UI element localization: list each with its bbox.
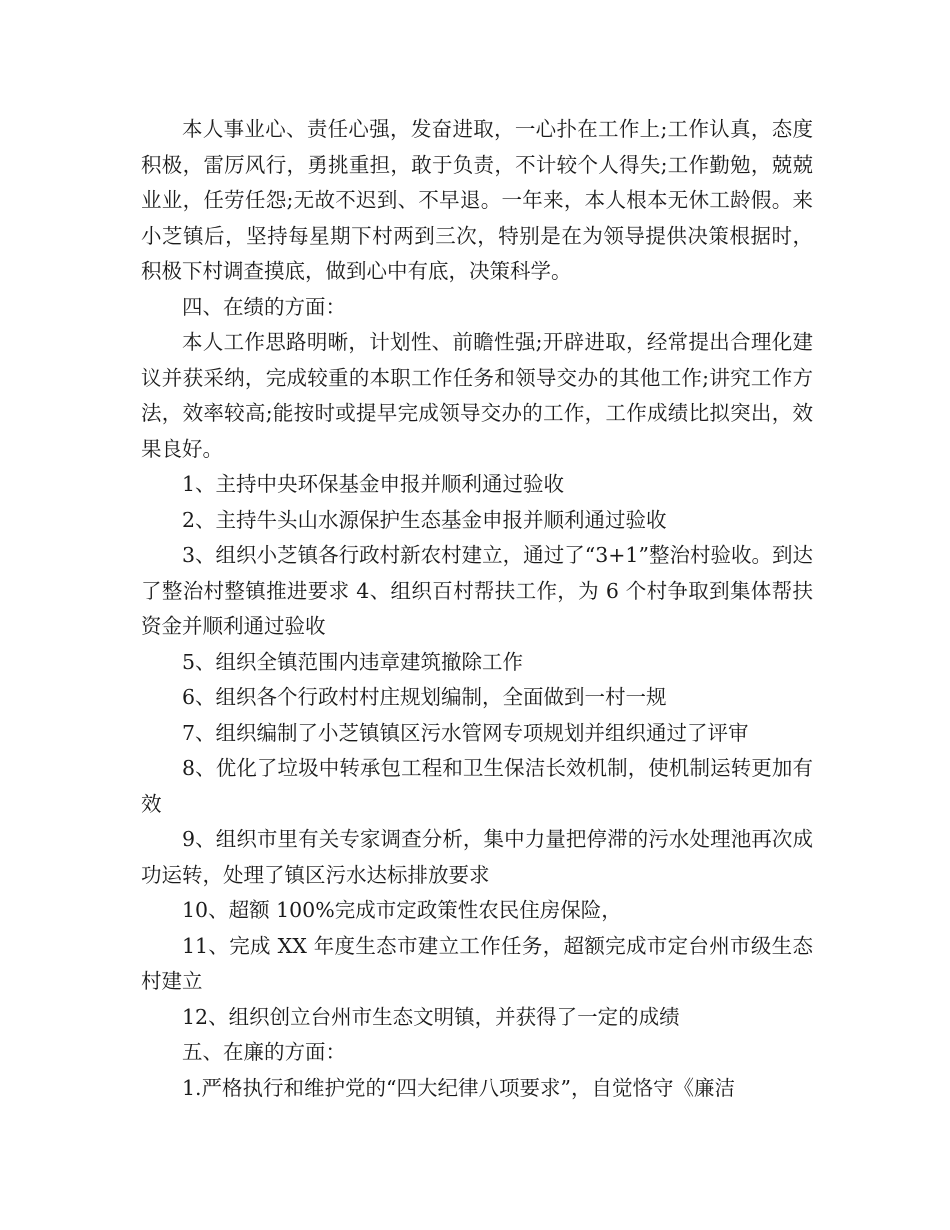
list-item: 9、组织市里有关专家调查分析，集中力量把停滞的污水处理池再次成功运转，处理了镇区污水达标排放要求 — [141, 827, 813, 887]
list-item: 7、组织编制了小芝镇镇区污水管网专项规划并组织通过了评审 — [182, 720, 749, 745]
list-item: 12、组织创立台州市生态文明镇，并获得了一定的成绩 — [182, 1004, 680, 1029]
document-body — [141, 112, 813, 1106]
list-item: 2、主持牛头山水源保护生态基金申报并顺利通过验收 — [182, 507, 667, 532]
list-item: 8、优化了垃圾中转承包工程和卫生保洁长效机制，使机制运转更加有效 — [141, 756, 813, 816]
section-heading-performance: 四、在绩的方面： — [182, 294, 346, 319]
section-heading-integrity: 五、在廉的方面： — [182, 1040, 346, 1064]
paragraph-performance-summary: 本人工作思路明晰，计划性、前瞻性强;开辟进取，经常提出合理化建议并获采纳，完成较重的本职工作任务和领导交办的其他工作;讲究工作方法，效率较高;能按时或提早完成领导交办的工作，工作成绩比拟突出，效果良好。 — [141, 330, 813, 461]
list-item: 10、超额 100%完成市定政策性农民住房保险， — [182, 898, 622, 922]
paragraph-integrity-item: 1.严格执行和维护党的“四大纪律八项要求”，自觉恪守《廉洁 — [182, 1075, 736, 1100]
list-item: 1、主持中央环保基金申报并顺利通过验收 — [182, 472, 565, 496]
list-item: 3、组织小芝镇各行政村新农村建立，通过了“3+1”整治村验收。到达了整治村整镇推进要求 4、组织百村帮扶工作，为 6 个村争取到集体帮扶资金并顺利通过验收 — [141, 543, 813, 638]
list-item: 5、组织全镇范围内违章建筑撤除工作 — [182, 649, 524, 674]
list-item: 11、完成 XX 年度生态市建立工作任务，超额完成市定台州市级生态村建立 — [141, 933, 813, 993]
paragraph-work-attitude: 本人事业心、责任心强，发奋进取，一心扑在工作上;工作认真，态度积极，雷厉风行，勇挑重担，敢于负责，不计较个人得失;工作勤勉，兢兢业业，任劳任怨;无故不迟到、不早退。一年来，本人根本无休工龄假。来小芝镇后，坚持每星期下村两到三次，特别是在为领导提供决策根据时，积极下村调查摸底，做到心中有底，决策科学。 — [141, 117, 813, 283]
list-item: 6、组织各个行政村村庄规划编制，全面做到一村一规 — [182, 685, 667, 709]
